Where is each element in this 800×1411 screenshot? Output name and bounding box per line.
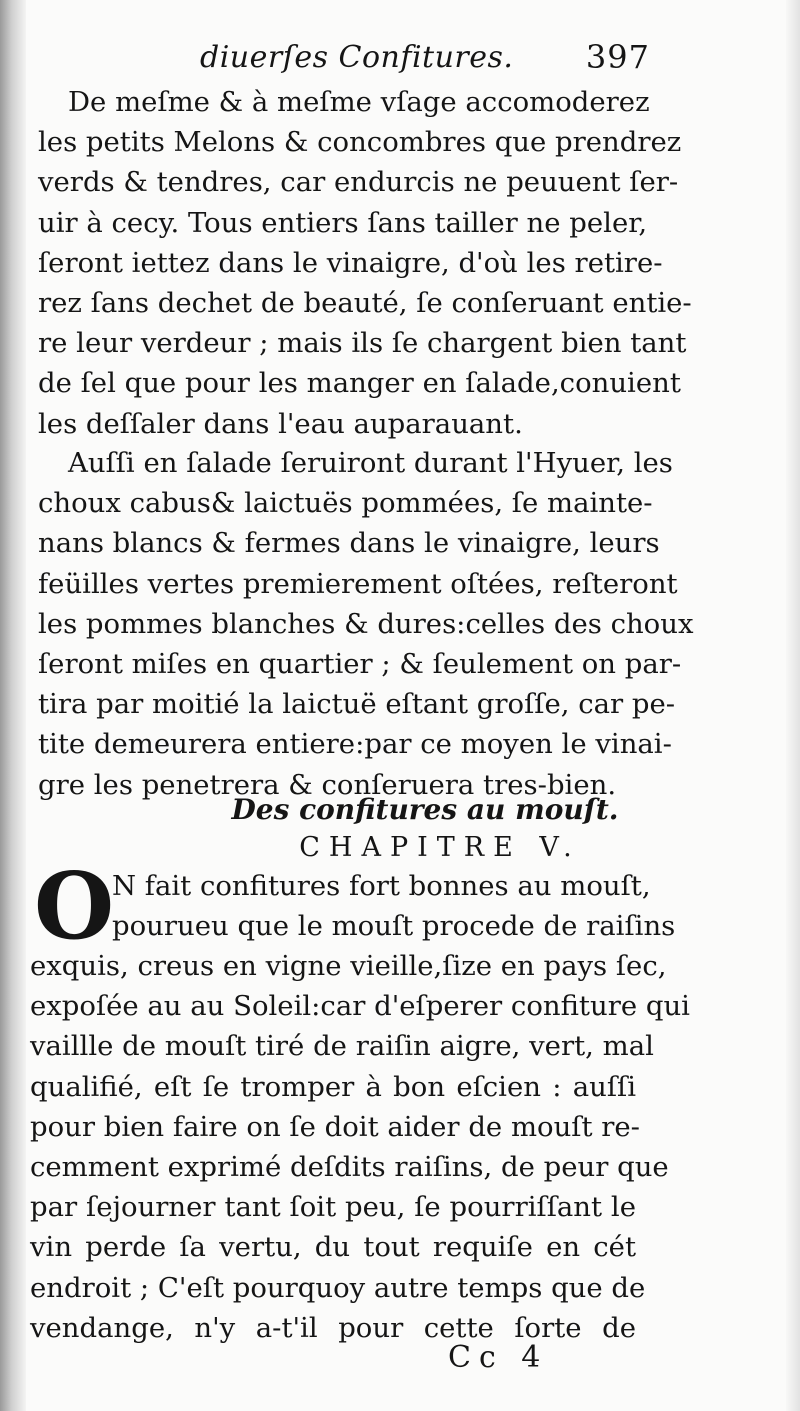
chapter-heading: CHAPITRE V. — [299, 832, 581, 863]
paragraph-moust-body — [30, 946, 690, 1348]
text-line: verds & tendres, car endurcis ne peuuent ſer- — [38, 166, 679, 199]
text-line: expoſée au au Soleil:car d'eſperer confiture qui — [30, 990, 690, 1023]
text-line: pourueu que le mouſt procede de raiſins — [112, 910, 676, 943]
text-line: De meſme & à meſme vſage accomoderez — [68, 86, 650, 118]
text-line: uir à cecy. Tous entiers ſans tailler ne peler, — [38, 206, 648, 239]
text-line: rez ſans dechet de beauté, ſe conſeruant entie- — [38, 286, 692, 319]
page-number: 397 — [585, 38, 650, 76]
text-line: cemment exprimé deſdits raiſins, de peur que — [30, 1150, 669, 1183]
text-line: ſeront miſes en quartier ; & ſeulement on par- — [38, 647, 682, 680]
text-line: ſeront iettez dans le vinaigre, d'où les retire- — [38, 246, 663, 279]
text-line: vendange, n'y a-t'il pour cette ſorte de — [30, 1311, 636, 1344]
text-line: Auſſi en ſalade ſeruiront durant l'Hyuer, les — [68, 447, 673, 479]
text-line: endroit ; C'eſt pourquoy autre temps que de — [30, 1271, 646, 1304]
section-subtitle: Des confitures au mouſt. — [231, 793, 619, 826]
text-line: qualifié, eſt ſe tromper à bon eſcien : auſſi — [30, 1070, 636, 1103]
text-line: pour bien faire on ſe doit aider de mouſt re- — [30, 1110, 640, 1143]
text-line: les deſſaler dans l'eau auparauant. — [38, 407, 523, 440]
signature-mark: Cc 4 — [448, 1340, 549, 1375]
text-line: tite demeurera entiere:par ce moyen le vinai- — [38, 728, 672, 761]
drop-cap-letter: O — [34, 852, 115, 960]
text-line: vaillle de mouſt tiré de raiſin aigre, vert, mal — [30, 1030, 654, 1063]
text-line: gre les penetrera & conſeruera tres-bien. — [38, 768, 617, 801]
text-line: re leur verdeur ; mais ils ſe chargent bien tant — [38, 327, 687, 360]
text-line: nans blancs & fermes dans le vinaigre, leurs — [38, 527, 660, 560]
text-line: exquis, creus en vigne vieille,ſize en pays ſec, — [30, 950, 667, 982]
text-line: de ſel que pour les manger en ſalade,conuient — [38, 367, 681, 400]
page-edge-shadow — [786, 0, 800, 1411]
paragraph-moust-head — [112, 866, 676, 946]
text-line: les pommes blanches & dures:celles des choux — [38, 607, 694, 640]
page-gutter-shadow — [0, 0, 26, 1411]
text-line: par ſejourner tant ſoit peu, ſe pourriſſant le — [30, 1191, 636, 1224]
text-line: tira par moitié la laictuë eſtant groſſe, car pe- — [38, 688, 676, 721]
running-title: diuerſes Confitures. — [200, 40, 514, 75]
text-line: vin perde ſa vertu, du tout requiſe en cét — [30, 1231, 636, 1264]
text-line: feüilles vertes premierement oſtées, reſteront — [38, 567, 678, 600]
paragraph-melons — [38, 82, 692, 444]
page-header — [30, 36, 770, 80]
text-line: choux cabus& laictuës pommées, ſe mainte- — [38, 487, 653, 520]
paragraph-choux — [38, 443, 694, 805]
text-line: les petits Melons & concombres que prendrez — [38, 126, 682, 159]
text-line: N fait confitures fort bonnes au mouſt, — [112, 870, 651, 902]
